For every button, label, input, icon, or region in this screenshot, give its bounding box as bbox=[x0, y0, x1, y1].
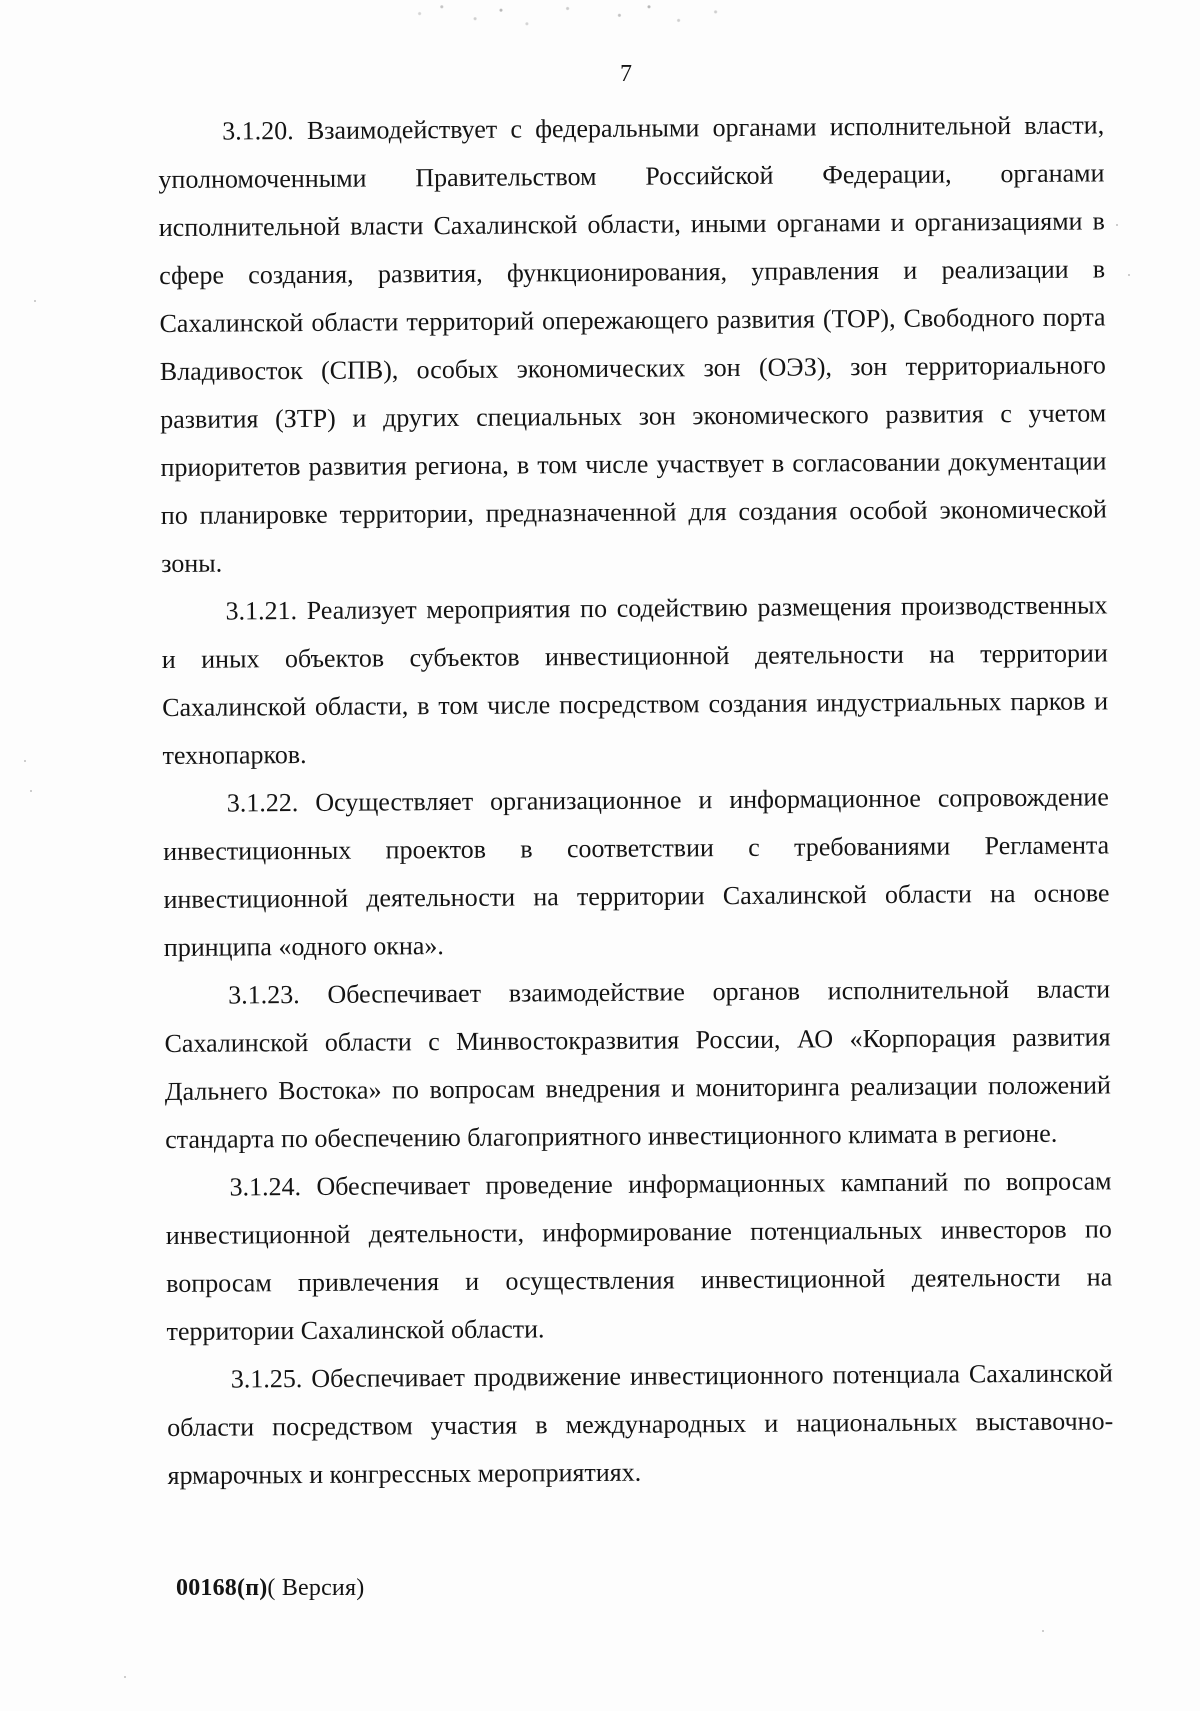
scan-speck bbox=[30, 790, 32, 792]
page-number: 7 bbox=[620, 61, 632, 87]
scan-noise bbox=[390, 0, 760, 34]
paragraph-3-1-21: 3.1.21. Реализует мероприятия по содействию размещения производственных и иных объектов субъектов инвестиционной деятельности на территории Сахалинской области, в том числе посредством создания индустриальных парков и технопарков. bbox=[161, 590, 1109, 770]
scan-speck bbox=[24, 760, 26, 762]
paragraph-3-1-22: 3.1.22. Осуществляет организационное и информационное сопровождение инвестиционных проектов в соответствии с требованиями Регламента инвестиционной деятельности на территории Сахалинской области на основе принципа «одного окна». bbox=[163, 782, 1110, 962]
scan-speck bbox=[124, 1676, 126, 1678]
paragraph-3-1-20: 3.1.20. Взаимодействует с федеральными органами исполнительной власти, уполномоченными Правительством Российской Федерации, органами исполнительной власти Сахалинской области, иными органами и организациями в сфере создания, развития, функционирования, управления и реализации в Сахалинской области территорий опережающего развития (ТОР), Свободного порта Владивосток (СПВ), особых экономических зон (ОЭЗ), зон территориального развития (ЗТР) и других специальных зон экономического развития с учетом приоритетов развития региона, в том числе участвует в согласовании документации по планировке территории, предназначенной для создания особой экономической зоны. bbox=[158, 110, 1107, 578]
scan-speck bbox=[1042, 1630, 1044, 1632]
paragraph-3-1-24: 3.1.24. Обеспечивает проведение информационных кампаний по вопросам инвестиционной деятельности, информирование потенциальных инвесторов по вопросам привлечения и осуществления инвестиционной деятельности на территории Сахалинской области. bbox=[165, 1166, 1113, 1346]
scan-speck bbox=[1116, 224, 1118, 226]
document-body bbox=[158, 101, 1114, 1500]
document-code bbox=[176, 1575, 364, 1602]
document-code-version: ( Версия) bbox=[267, 1575, 365, 1601]
paragraph-3-1-25: 3.1.25. Обеспечивает продвижение инвестиционного потенциала Сахалинской области посредством участия в международных и национальных выставочно-ярмарочных и конгрессных мероприятиях. bbox=[167, 1358, 1114, 1490]
scan-speck bbox=[34, 300, 36, 302]
scan-speck bbox=[1128, 274, 1130, 276]
document-code-number: 00168(п) bbox=[176, 1575, 268, 1601]
paragraph-3-1-23: 3.1.23. Обеспечивает взаимодействие органов исполнительной власти Сахалинской области с Минвостокразвития России, АО «Корпорация развития Дальнего Востока» по вопросам внедрения и мониторинга реализации положений стандарта по обеспечению благоприятного инвестиционного климата в регионе. bbox=[164, 974, 1111, 1154]
